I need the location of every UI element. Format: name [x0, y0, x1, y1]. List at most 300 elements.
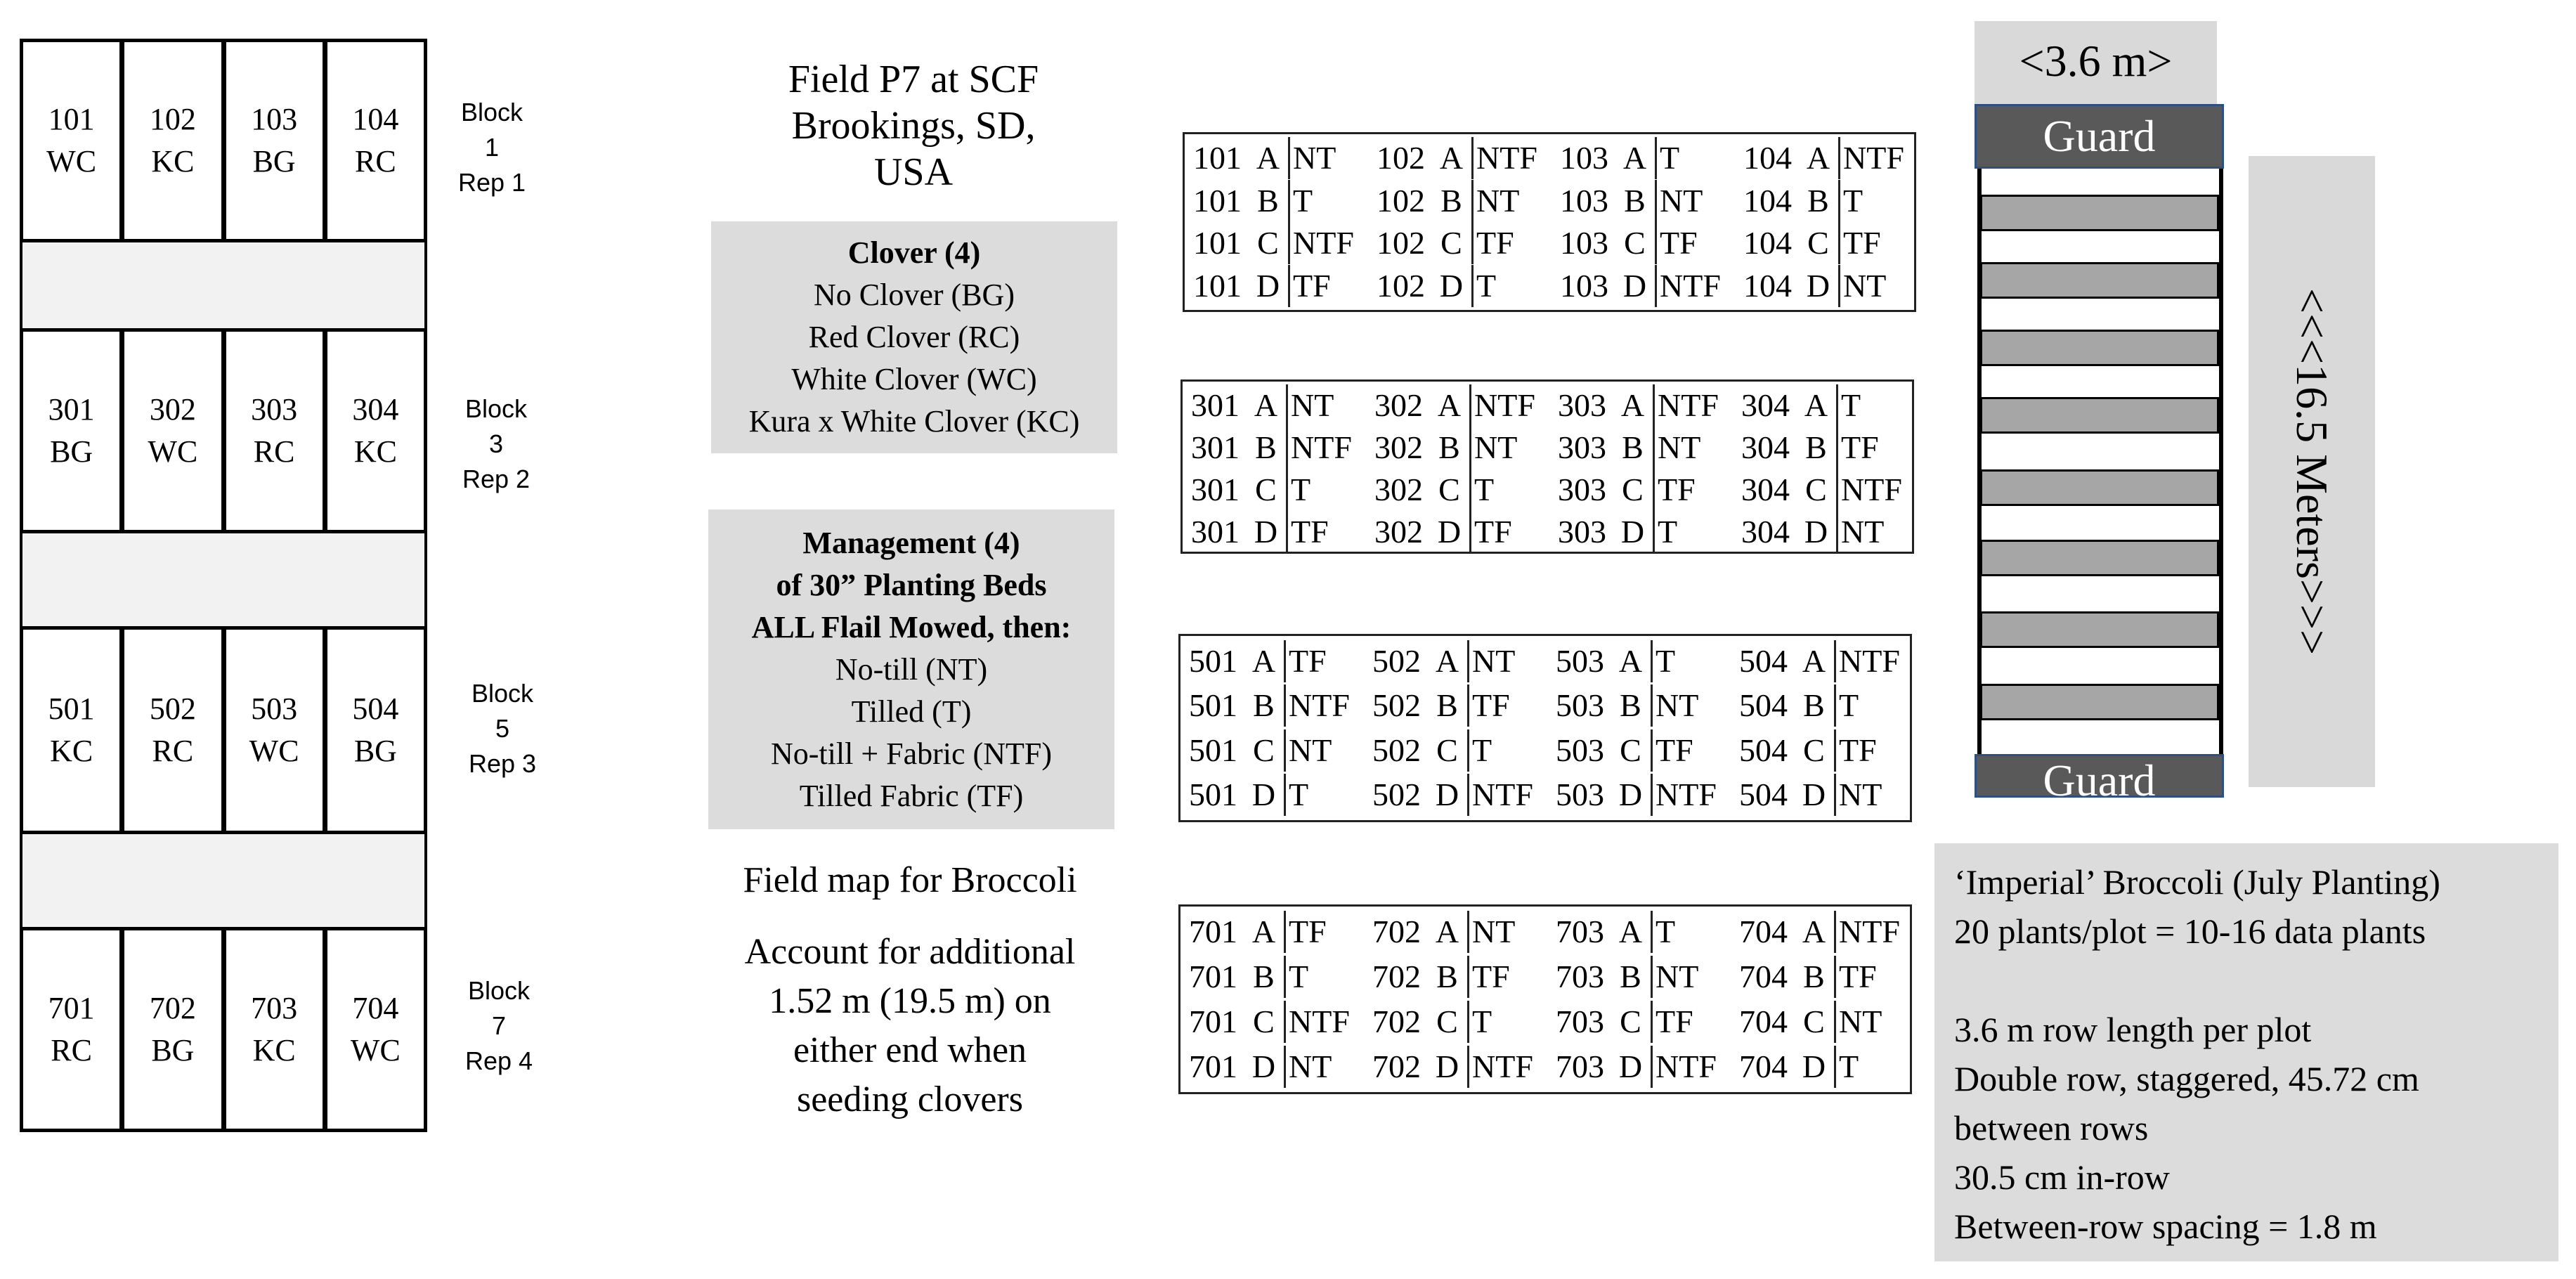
plot-cell	[124, 332, 226, 530]
subplot-number: 302	[1374, 387, 1423, 423]
block-5	[20, 626, 427, 834]
planting-row-strip	[1980, 540, 2219, 576]
subplot-letter: A	[1794, 640, 1836, 682]
clover-legend-box	[711, 221, 1117, 453]
plot-cell	[226, 332, 327, 530]
subplot-number: 501	[1189, 642, 1237, 679]
subplot-number: 303	[1558, 514, 1606, 550]
management-legend-box	[708, 509, 1114, 829]
subplot-cell	[1183, 427, 1366, 469]
subplot-cell	[1366, 511, 1549, 553]
subplot-letter: D	[1613, 511, 1655, 553]
subplot-cell	[1180, 1046, 1364, 1088]
subplot-cell	[1180, 956, 1364, 998]
info-line: 30.5 cm in-row	[1954, 1157, 2170, 1197]
subplot-cell	[1731, 684, 1914, 727]
subplot-treatment: NT	[1293, 140, 1336, 176]
plot-cell	[23, 332, 124, 530]
subplot-treatment: NT	[1291, 387, 1334, 423]
block-3	[20, 328, 427, 533]
subplot-treatment: NTF	[1289, 1004, 1350, 1039]
subplot-treatment: NT	[1655, 687, 1699, 724]
subplot-cell	[1180, 1001, 1364, 1043]
table-row	[1180, 956, 1910, 998]
subplot-cell	[1180, 911, 1364, 953]
subplot-number: 304	[1741, 387, 1790, 423]
subplot-number: 104	[1743, 225, 1792, 261]
subplot-number: 704	[1739, 1004, 1788, 1039]
broccoli-info-box	[1934, 843, 2558, 1261]
subplot-letter: D	[1431, 265, 1474, 307]
subplot-cell	[1364, 729, 1547, 772]
subplot-number: 502	[1372, 732, 1421, 768]
plot-cell	[23, 42, 124, 239]
subplot-treatment: NT	[1655, 959, 1699, 994]
subplot-treatment: NTF	[1839, 642, 1900, 679]
subplot-letter: B	[1244, 956, 1286, 998]
subplot-cell	[1368, 222, 1552, 264]
subplot-cell	[1735, 137, 1918, 179]
subplot-letter: C	[1794, 1001, 1836, 1043]
subplot-number: 701	[1189, 914, 1237, 949]
plot-cell	[124, 630, 226, 831]
subplot-letter: C	[1246, 469, 1288, 511]
subplot-treatment: NTF	[1289, 687, 1350, 724]
subplot-treatment: NT	[1839, 777, 1882, 813]
subplot-number: 304	[1741, 472, 1790, 507]
table-row	[1180, 640, 1910, 682]
subplot-cell	[1364, 911, 1547, 953]
subplot-number: 301	[1191, 387, 1240, 423]
plot-cell	[124, 930, 226, 1129]
subplot-treatment: NTF	[1843, 140, 1904, 176]
subplot-cell	[1731, 774, 1914, 816]
plot-cell	[124, 42, 226, 239]
subplot-number: 501	[1189, 777, 1237, 813]
alley-band	[20, 240, 427, 331]
subplot-cell	[1547, 1046, 1731, 1088]
table-row	[1180, 684, 1910, 727]
subplot-letter: B	[1794, 956, 1836, 998]
subplot-letter: C	[1796, 469, 1838, 511]
subplot-number: 702	[1372, 914, 1421, 949]
subplot-number: 102	[1377, 140, 1425, 176]
subplot-number: 503	[1556, 732, 1604, 768]
subplot-number: 703	[1556, 914, 1604, 949]
plot-cell	[226, 630, 327, 831]
subplot-treatment: TF	[1658, 472, 1696, 507]
plot-clover-code: KC	[151, 144, 195, 178]
subplot-number: 304	[1741, 429, 1790, 465]
management-item: No-till (NT)	[835, 651, 988, 687]
subplot-treatment: T	[1472, 1004, 1492, 1039]
management-item: Tilled Fabric (TF)	[799, 778, 1024, 813]
subplot-number: 504	[1739, 642, 1788, 679]
plot-number: 304	[352, 392, 399, 427]
subplot-cell	[1364, 956, 1547, 998]
subplot-letter: B	[1611, 956, 1653, 998]
subplot-treatment: NTF	[1472, 1048, 1533, 1084]
subplot-cell	[1735, 265, 1918, 307]
plot-number: 101	[48, 102, 95, 136]
plot-number: 104	[352, 102, 399, 136]
subplot-treatment: NTF	[1291, 429, 1352, 465]
table-row	[1180, 774, 1910, 816]
subplot-letter: C	[1244, 1001, 1286, 1043]
subplot-number: 701	[1189, 1004, 1237, 1039]
subplot-number: 104	[1743, 182, 1792, 219]
subplot-treatment: T	[1658, 514, 1678, 550]
table-row	[1183, 384, 1912, 427]
subplot-number: 504	[1739, 732, 1788, 768]
subplot-number: 704	[1739, 1048, 1788, 1084]
plot-clover-code: KC	[252, 1033, 296, 1067]
subplot-letter: A	[1427, 911, 1469, 953]
guard-bottom: Guard	[1975, 754, 2224, 798]
subplot-treatment: TF	[1291, 514, 1329, 550]
subplot-number: 502	[1372, 687, 1421, 724]
subplot-letter: A	[1431, 137, 1474, 179]
subplot-letter: D	[1429, 511, 1471, 553]
block-label-3: Block 3 Rep 2	[462, 394, 531, 493]
subplot-treatment: NT	[1843, 267, 1887, 304]
subplot-letter: B	[1427, 956, 1469, 998]
plot-cell	[226, 42, 327, 239]
subplot-cell	[1185, 265, 1368, 307]
subplot-cell	[1185, 222, 1368, 264]
subplot-letter: B	[1427, 684, 1469, 727]
subplot-number: 501	[1189, 687, 1237, 724]
subplot-cell	[1547, 684, 1731, 727]
subplot-number: 103	[1560, 182, 1608, 219]
subplot-letter: B	[1429, 427, 1471, 469]
subplot-number: 702	[1372, 1048, 1421, 1084]
planting-row-strip	[1980, 330, 2219, 366]
subplot-letter: D	[1796, 511, 1838, 553]
plot-number: 303	[251, 392, 298, 427]
subplot-number: 303	[1558, 429, 1606, 465]
clover-item: No Clover (BG)	[814, 278, 1015, 312]
plot-clover-code: RC	[253, 434, 295, 469]
subplot-treatment: T	[1472, 732, 1492, 768]
subplot-number: 703	[1556, 959, 1604, 994]
clover-item: Kura x White Clover (KC)	[748, 404, 1080, 439]
info-line: Between-row spacing = 1.8 m	[1954, 1207, 2377, 1246]
plot-cell	[327, 332, 424, 530]
plot-clover-code: BG	[50, 434, 93, 469]
subplot-cell	[1364, 1046, 1547, 1088]
subplot-letter: C	[1431, 222, 1474, 264]
plot-number: 103	[251, 102, 298, 136]
block-label-7: Block 7 Rep 4	[464, 976, 533, 1075]
management-heading: of 30” Planting Beds	[776, 567, 1047, 602]
subplot-cell	[1364, 1001, 1547, 1043]
subplot-treatment: T	[1839, 1048, 1859, 1084]
subplot-cell	[1185, 180, 1368, 222]
length-dimension-label: <<<16.5 Meters>>>	[2287, 287, 2337, 656]
subplot-cell	[1364, 640, 1547, 682]
subplot-treatment: NTF	[1655, 1048, 1717, 1084]
subplot-number: 101	[1193, 267, 1242, 304]
subplot-number: 503	[1556, 642, 1604, 679]
subplot-letter: B	[1794, 684, 1836, 727]
subplot-cell	[1731, 1001, 1914, 1043]
clover-item: White Clover (WC)	[791, 362, 1037, 396]
width-dimension-label: <3.6 m>	[2019, 36, 2173, 86]
subplot-cell	[1180, 729, 1364, 772]
subplot-cell	[1364, 684, 1547, 727]
management-item: No-till + Fabric (NTF)	[771, 736, 1052, 771]
subplot-letter: B	[1244, 684, 1286, 727]
subplot-treatment: T	[1289, 959, 1309, 994]
subplot-treatment: NTF	[1660, 267, 1721, 304]
subplot-letter: D	[1427, 1046, 1469, 1088]
plot-number: 102	[149, 102, 196, 136]
subplot-number: 101	[1193, 225, 1242, 261]
subplot-treatment: TF	[1843, 225, 1881, 261]
info-line: 3.6 m row length per plot	[1954, 1010, 2312, 1049]
subplot-cell	[1549, 469, 1733, 511]
subplot-treatment: NT	[1658, 429, 1701, 465]
table-row	[1183, 511, 1912, 553]
management-heading: Management (4)	[802, 525, 1020, 560]
subplot-letter: C	[1244, 729, 1286, 772]
subplot-cell	[1733, 427, 1916, 469]
subplot-number: 702	[1372, 959, 1421, 994]
subplot-letter: B	[1798, 180, 1840, 222]
subplot-number: 104	[1743, 140, 1792, 176]
subplot-number: 704	[1739, 914, 1788, 949]
subplot-letter: A	[1615, 137, 1657, 179]
subplot-cell	[1549, 384, 1733, 427]
info-line: ‘Imperial’ Broccoli (July Planting)	[1954, 862, 2440, 902]
subplot-letter: B	[1613, 427, 1655, 469]
plot-cell	[327, 630, 424, 831]
subplot-letter: A	[1248, 137, 1290, 179]
subplot-number: 502	[1372, 642, 1421, 679]
plot-number: 702	[149, 991, 196, 1025]
subplot-treatment: TF	[1655, 732, 1693, 768]
subplot-number: 303	[1558, 472, 1606, 507]
clover-heading: Clover (4)	[847, 235, 981, 270]
subplot-letter: A	[1246, 384, 1288, 427]
block-1	[20, 39, 427, 242]
management-heading: ALL Flail Mowed, then:	[751, 609, 1072, 644]
info-line: between rows	[1954, 1108, 2149, 1148]
subplot-cell	[1180, 684, 1364, 727]
subplot-letter: B	[1246, 427, 1288, 469]
plot-cell	[327, 42, 424, 239]
subplot-treatment: NT	[1472, 914, 1516, 949]
alley-band	[20, 831, 427, 930]
subplot-number: 701	[1189, 1048, 1237, 1084]
subplot-cell	[1731, 640, 1914, 682]
subplot-letter: A	[1798, 137, 1840, 179]
subplot-number: 703	[1556, 1048, 1604, 1084]
subplot-cell	[1731, 1046, 1914, 1088]
subplot-treatment: TF	[1289, 642, 1327, 679]
table-row	[1180, 1001, 1910, 1043]
subplot-treatment: NT	[1289, 1048, 1332, 1084]
plot-clover-code: KC	[50, 734, 93, 768]
subplot-treatment: TF	[1655, 1004, 1693, 1039]
plot-table-block-7	[1178, 904, 1912, 1094]
subplot-letter: B	[1248, 180, 1290, 222]
info-line: Double row, staggered, 45.72 cm	[1954, 1059, 2419, 1098]
subplot-treatment: NT	[1660, 182, 1703, 219]
plot-number: 502	[149, 692, 196, 726]
subplot-letter: C	[1611, 1001, 1653, 1043]
subplot-treatment: NTF	[1655, 777, 1717, 813]
plot-clover-code: RC	[152, 734, 194, 768]
subplot-treatment: TF	[1476, 225, 1514, 261]
plot-clover-code: WC	[350, 1033, 401, 1067]
subplot-cell	[1183, 469, 1366, 511]
subplot-treatment: NTF	[1472, 777, 1533, 813]
subplot-cell	[1185, 137, 1368, 179]
subplot-letter: B	[1611, 684, 1653, 727]
subplot-number: 501	[1189, 732, 1237, 768]
subplot-cell	[1547, 1001, 1731, 1043]
guard-top: Guard	[1975, 104, 2224, 169]
table-row	[1183, 427, 1912, 469]
subplot-letter: B	[1431, 180, 1474, 222]
subplot-letter: D	[1244, 1046, 1286, 1088]
subplot-letter: C	[1429, 469, 1471, 511]
subplot-cell	[1368, 137, 1552, 179]
subplot-number: 301	[1191, 514, 1240, 550]
subplot-treatment: TF	[1841, 429, 1879, 465]
table-row	[1185, 222, 1914, 264]
planting-row-strip	[1980, 611, 2219, 648]
subplot-number: 502	[1372, 777, 1421, 813]
subplot-treatment: TF	[1474, 514, 1512, 550]
subplot-treatment: T	[1843, 182, 1863, 219]
planting-row-strip	[1980, 195, 2219, 231]
subplot-treatment: NTF	[1293, 225, 1354, 261]
field-map-caption: Field map for Broccoli	[743, 860, 1077, 900]
subplot-cell	[1735, 180, 1918, 222]
subplot-treatment: TF	[1472, 959, 1510, 994]
subplot-letter: A	[1611, 640, 1653, 682]
subplot-treatment: T	[1839, 687, 1859, 724]
table-row	[1185, 265, 1914, 307]
subplot-treatment: NTF	[1474, 387, 1535, 423]
subplot-number: 102	[1377, 182, 1425, 219]
subplot-treatment: TF	[1293, 267, 1331, 304]
field-title: Field P7 at SCF Brookings, SD, USA	[788, 58, 1039, 194]
subplot-treatment: NT	[1476, 182, 1520, 219]
subplot-cell	[1547, 640, 1731, 682]
clover-item: Red Clover (RC)	[808, 320, 1020, 354]
subplot-number: 103	[1560, 140, 1608, 176]
subplot-number: 503	[1556, 687, 1604, 724]
plot-number: 501	[48, 692, 95, 726]
subplot-cell	[1547, 911, 1731, 953]
subplot-treatment: NTF	[1841, 472, 1902, 507]
planting-row-strip	[1980, 262, 2219, 299]
subplot-number: 103	[1560, 267, 1608, 304]
subplot-number: 302	[1374, 514, 1423, 550]
subplot-letter: D	[1611, 1046, 1653, 1088]
subplot-letter: A	[1427, 640, 1469, 682]
account-note: Account for additional 1.52 m (19.5 m) on either end when seeding clovers	[744, 932, 1076, 1119]
subplot-cell	[1552, 265, 1735, 307]
plot-number: 701	[48, 991, 95, 1025]
plot-number: 703	[251, 991, 298, 1025]
subplot-letter: A	[1613, 384, 1655, 427]
subplot-treatment: T	[1291, 472, 1311, 507]
subplot-letter: D	[1248, 265, 1290, 307]
subplot-treatment: T	[1841, 387, 1861, 423]
plot-number: 504	[352, 692, 399, 726]
subplot-letter: D	[1798, 265, 1840, 307]
subplot-cell	[1733, 469, 1916, 511]
subplot-letter: C	[1615, 222, 1657, 264]
subplot-treatment: TF	[1289, 914, 1327, 949]
subplot-cell	[1731, 729, 1914, 772]
info-line: 20 plants/plot = 10-16 data plants	[1954, 911, 2426, 951]
subplot-cell	[1364, 774, 1547, 816]
subplot-letter: C	[1613, 469, 1655, 511]
plot-number: 704	[352, 991, 399, 1025]
subplot-number: 703	[1556, 1004, 1604, 1039]
subplot-cell	[1731, 911, 1914, 953]
subplot-treatment: T	[1289, 777, 1309, 813]
plot-cell	[23, 630, 124, 831]
subplot-number: 301	[1191, 472, 1240, 507]
subplot-letter: D	[1246, 511, 1288, 553]
subplot-treatment: NTF	[1658, 387, 1719, 423]
subplot-letter: A	[1794, 911, 1836, 953]
subplot-cell	[1366, 384, 1549, 427]
planting-row-strip	[1980, 684, 2219, 720]
subplot-cell	[1552, 222, 1735, 264]
subplot-number: 702	[1372, 1004, 1421, 1039]
subplot-number: 103	[1560, 225, 1608, 261]
plot-cell	[327, 930, 424, 1129]
subplot-cell	[1180, 774, 1364, 816]
subplot-cell	[1368, 265, 1552, 307]
plot-clover-code: BG	[151, 1033, 195, 1067]
subplot-treatment: T	[1655, 642, 1676, 679]
subplot-letter: A	[1244, 911, 1286, 953]
subplot-number: 101	[1193, 140, 1242, 176]
subplot-treatment: NT	[1839, 1004, 1882, 1039]
table-row	[1183, 469, 1912, 511]
table-row	[1180, 729, 1910, 772]
subplot-number: 701	[1189, 959, 1237, 994]
plot-cell	[23, 930, 124, 1129]
subplot-cell	[1180, 640, 1364, 682]
subplot-number: 302	[1374, 429, 1423, 465]
subplot-letter: A	[1429, 384, 1471, 427]
subplot-cell	[1366, 427, 1549, 469]
subplot-letter: D	[1611, 774, 1653, 816]
plot-table-block-5	[1178, 634, 1912, 822]
subplot-letter: B	[1796, 427, 1838, 469]
subplot-letter: C	[1611, 729, 1653, 772]
subplot-cell	[1547, 774, 1731, 816]
subplot-cell	[1552, 137, 1735, 179]
subplot-cell	[1549, 427, 1733, 469]
subplot-cell	[1552, 180, 1735, 222]
subplot-treatment: T	[1476, 267, 1497, 304]
subplot-number: 301	[1191, 429, 1240, 465]
management-item: Tilled (T)	[851, 694, 972, 729]
table-row	[1180, 911, 1910, 953]
subplot-number: 503	[1556, 777, 1604, 813]
